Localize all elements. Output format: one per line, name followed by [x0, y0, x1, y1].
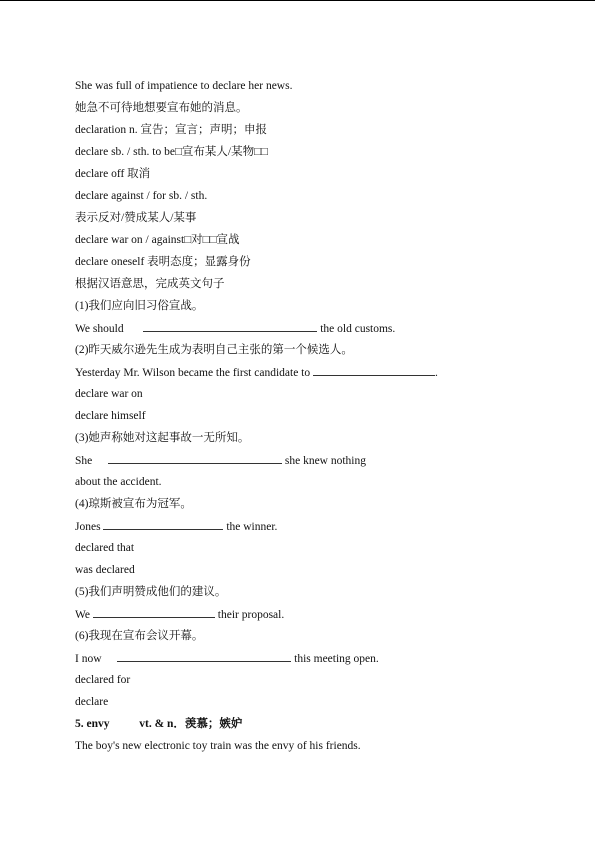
phrase-declare-war: declare war on / against□对□□宣战: [75, 234, 240, 246]
question-3-continuation: about the accident.: [75, 476, 162, 488]
vocab-heading-envy: [75, 715, 545, 737]
answer-5: declared for: [75, 674, 131, 686]
question-3-before: She: [75, 455, 93, 467]
answer-blank-2[interactable]: [313, 363, 435, 376]
top-border: [0, 0, 595, 1]
phrase-declare-to-be: declare sb. / sth. to be□宣布某人/某物□□: [75, 146, 268, 158]
exercise-instruction: 根据汉语意思，完成英文句子: [75, 278, 225, 290]
question-3-en: [75, 451, 545, 473]
phrase-declare-against-for: declare against / for sb. / sth.: [75, 190, 208, 202]
phrase-declare-off: declare off 取消: [75, 168, 151, 180]
question-2-before: Yesterday Mr. Wilson became the first candidate to: [75, 367, 311, 379]
question-1-before: We should: [75, 323, 124, 335]
vocab-word: 5. envy: [75, 718, 110, 730]
question-2-zh: (2)昨天威尔逊先生成为表明自己主张的第一个候选人。: [75, 344, 353, 356]
vocab-part-of-speech: vt. & n．羡慕；嫉妒: [139, 718, 243, 730]
question-5-before: We: [75, 609, 91, 621]
question-2-after: .: [435, 367, 438, 379]
answer-2: declare himself: [75, 410, 146, 422]
vocab-declaration: declaration n. 宣告；宣言；声明；申报: [75, 124, 267, 136]
question-1-zh: (1)我们应向旧习俗宣战。: [75, 300, 204, 312]
phrase-declare-oneself: declare oneself 表明态度；显露身份: [75, 256, 251, 268]
question-1-after: the old customs.: [320, 323, 396, 335]
question-3-zh: (3)她声称她对这起事故一无所知。: [75, 432, 250, 444]
answer-1: declare war on: [75, 388, 143, 400]
question-2-en: [75, 363, 545, 385]
answer-blank-4[interactable]: [103, 517, 223, 530]
question-4-zh: (4)琼斯被宣布为冠军。: [75, 498, 192, 510]
document-body: [75, 77, 545, 759]
answer-blank-5[interactable]: [93, 605, 215, 618]
answer-6: declare: [75, 696, 109, 708]
example-sentence-zh: 她急不可待地想要宣布她的消息。: [75, 102, 248, 114]
question-5-en: [75, 605, 545, 627]
answer-blank-1[interactable]: [143, 319, 317, 332]
question-3-after: she knew nothing: [284, 455, 367, 467]
question-4-en: [75, 517, 545, 539]
question-5-zh: (5)我们声明赞成他们的建议。: [75, 586, 227, 598]
question-4-before: Jones: [75, 521, 101, 533]
envy-example-sentence: The boy's new electronic toy train was the envy of his friends.: [75, 740, 361, 752]
answer-3: declared that: [75, 542, 135, 554]
question-5-after: their proposal.: [217, 609, 285, 621]
question-1-en: [75, 319, 545, 341]
example-sentence-en: She was full of impatience to declare her news.: [75, 80, 293, 92]
answer-blank-6[interactable]: [117, 649, 291, 662]
answer-blank-3[interactable]: [108, 451, 282, 464]
question-6-zh: (6)我现在宣布会议开幕。: [75, 630, 204, 642]
question-6-en: [75, 649, 545, 671]
question-6-before: I now: [75, 653, 102, 665]
phrase-declare-against-for-zh: 表示反对/赞成某人/某事: [75, 212, 197, 224]
question-4-after: the winner.: [226, 521, 278, 533]
answer-4: was declared: [75, 564, 135, 576]
question-6-after: this meeting open.: [294, 653, 379, 665]
